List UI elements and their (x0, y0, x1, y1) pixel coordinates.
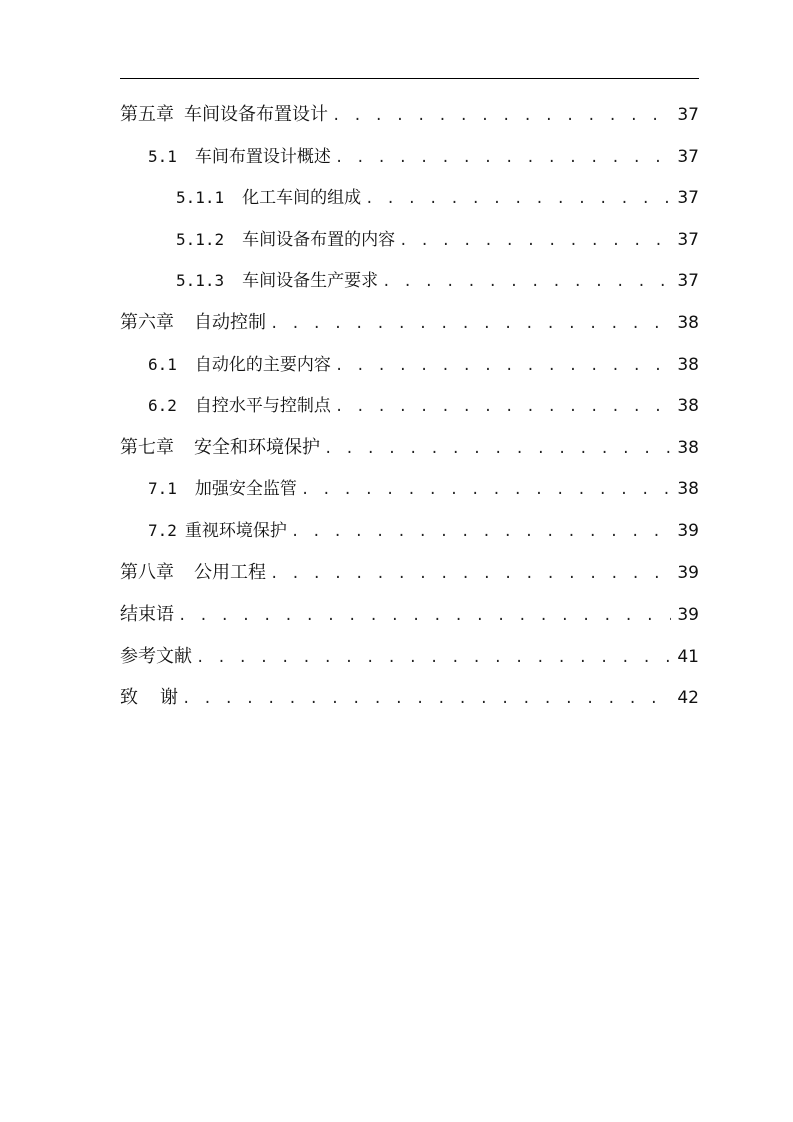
toc-entry-page: 37 (677, 147, 699, 167)
toc-entry-title: 结束语 (120, 604, 174, 625)
toc-entry-title: 重视环境保护 (184, 521, 287, 541)
toc-leader-dots (324, 436, 671, 462)
toc-entry[interactable] (176, 268, 699, 294)
toc-entry-page: 39 (677, 521, 699, 541)
toc-entry-number: 7.2 (148, 521, 177, 540)
toc-leader-dots (332, 103, 671, 129)
toc-entry-number: 第六章 (120, 312, 174, 333)
toc-entry[interactable] (120, 602, 699, 628)
toc-entry-page: 42 (677, 688, 699, 708)
toc-entry-number: 5.1.2 (176, 230, 225, 249)
toc-entry-title: 谢 (160, 687, 178, 708)
toc-entry[interactable] (120, 560, 699, 586)
toc-entry-title: 化工车间的组成 (242, 188, 362, 208)
toc-entry[interactable] (148, 352, 699, 378)
toc-leader-dots (335, 394, 671, 420)
toc-entry[interactable] (120, 310, 699, 336)
toc-entry-number: 5.1 (148, 147, 177, 166)
toc-entry-page: 38 (677, 355, 699, 375)
toc-entry-number: 5.1.1 (176, 188, 225, 207)
header-rule (120, 78, 699, 79)
toc-entry-title: 车间设备布置的内容 (242, 230, 396, 250)
toc-entry-title: 自控水平与控制点 (194, 396, 331, 416)
toc-entry-page: 38 (677, 313, 699, 333)
toc-entry-title: 参考文献 (120, 646, 192, 667)
toc-entry[interactable] (148, 393, 699, 419)
toc-leader-dots (270, 561, 671, 587)
toc-leader-dots (399, 228, 671, 254)
toc-leader-dots (335, 353, 671, 379)
toc-entry[interactable] (120, 102, 699, 128)
toc-entry-number: 5.1.3 (176, 271, 225, 290)
toc-leader-dots (301, 477, 671, 503)
toc-entry[interactable] (148, 144, 699, 170)
toc-entry[interactable] (120, 644, 699, 670)
toc-entry[interactable] (176, 185, 699, 211)
toc-entry-title: 公用工程 (194, 562, 266, 583)
toc-entry-page: 39 (677, 605, 699, 625)
toc-entry-title: 车间设备生产要求 (242, 271, 379, 291)
toc-entry[interactable] (120, 685, 699, 711)
toc-entry-title: 自动化的主要内容 (194, 355, 331, 375)
toc-entry-page: 41 (677, 647, 699, 667)
toc-entry[interactable] (148, 518, 699, 544)
toc-entry-number: 7.1 (148, 479, 177, 498)
toc-entry[interactable] (176, 227, 699, 253)
toc-entry-page: 37 (677, 105, 699, 125)
toc-leader-dots (196, 645, 671, 671)
toc-entry-number: 6.2 (148, 396, 177, 415)
toc-entry-page: 37 (677, 271, 699, 291)
toc-leader-dots (270, 311, 671, 337)
toc-entry[interactable] (120, 435, 699, 461)
toc-entry-title: 加强安全监管 (194, 479, 297, 499)
toc-entry-page: 38 (677, 438, 699, 458)
toc-entry-number: 第七章 (120, 437, 174, 458)
toc-entry-page: 38 (677, 396, 699, 416)
toc-entry-page: 39 (677, 563, 699, 583)
toc-entry-page: 38 (677, 479, 699, 499)
toc-entry-number: 6.1 (148, 355, 177, 374)
toc-entry-number: 第五章 (120, 104, 174, 125)
toc-entry[interactable] (148, 476, 699, 502)
toc-entry-number: 致 (120, 687, 138, 708)
toc-entry-page: 37 (677, 188, 699, 208)
toc-entry-title: 自动控制 (194, 312, 266, 333)
toc-leader-dots (182, 686, 671, 712)
toc-leader-dots (335, 145, 671, 171)
toc-leader-dots (291, 519, 671, 545)
toc-leader-dots (365, 186, 671, 212)
toc-entry-page: 37 (677, 230, 699, 250)
toc-entry-title: 车间布置设计概述 (194, 147, 331, 167)
toc-entry-title: 安全和环境保护 (194, 437, 320, 458)
toc-leader-dots (382, 269, 671, 295)
toc-entry-number: 第八章 (120, 562, 174, 583)
toc-leader-dots (178, 603, 671, 629)
toc-entry-title: 车间设备布置设计 (184, 104, 328, 125)
